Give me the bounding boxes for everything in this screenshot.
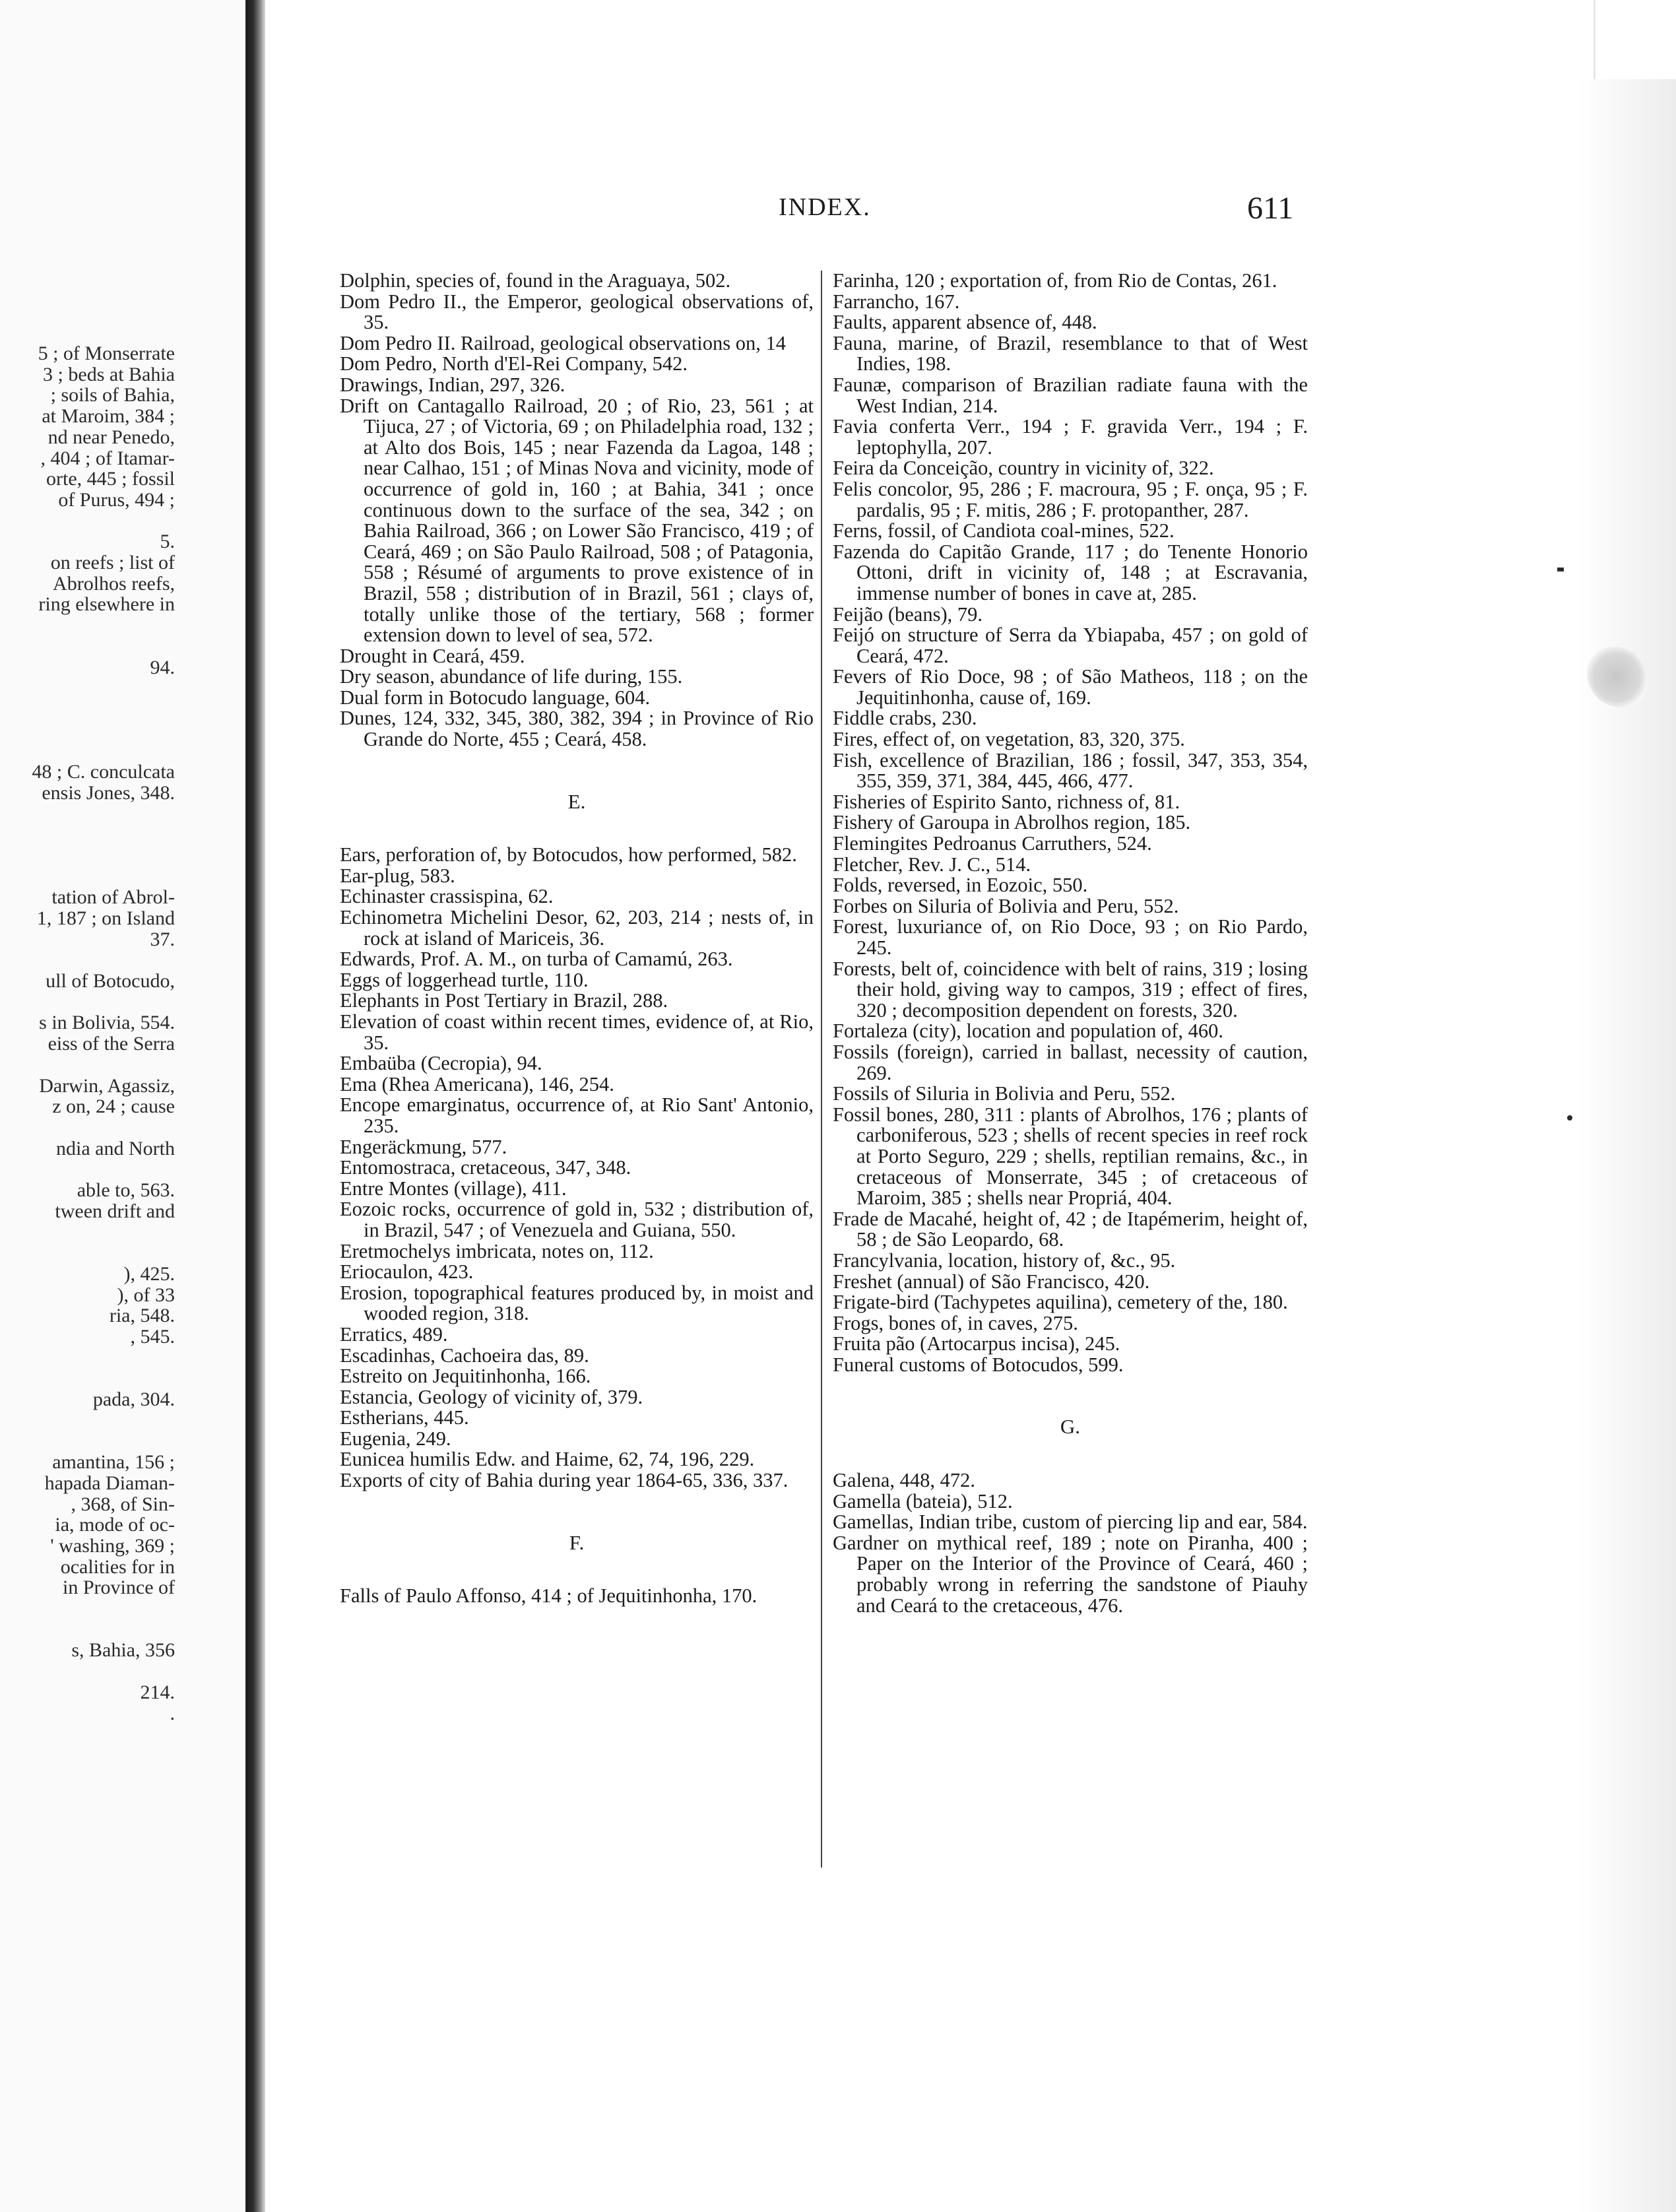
index-entry: Eunicea humilis Edw. and Haime, 62, 74, 196, 229.	[340, 1448, 755, 1471]
section-letter-e: E.	[567, 789, 586, 813]
left-page-fragment: of Purus, 494 ;	[58, 488, 175, 511]
index-entry: Faunæ, comparison of Brazilian radiate fauna with the West Indian, 214.	[833, 373, 1308, 417]
index-entry: Farrancho, 167.	[833, 290, 960, 313]
index-entry: Estherians, 445.	[340, 1406, 469, 1429]
index-entry: Dry season, abundance of life during, 155.	[340, 665, 683, 688]
page-header: INDEX.	[779, 193, 871, 221]
index-entry: Farinha, 120 ; exportation of, from Rio de Contas, 261.	[833, 269, 1277, 292]
left-page-fragment: hapada Diaman-	[44, 1472, 175, 1494]
index-entry: Fevers of Rio Doce, 98 ; of São Matheos, 118 ; on the Jequitinhonha, cause of, 169.	[833, 665, 1308, 709]
index-entry: Flemingites Pedroanus Carruthers, 524.	[833, 832, 1152, 855]
index-entry: Frogs, bones of, in caves, 275.	[833, 1311, 1078, 1334]
index-entry: Edwards, Prof. A. M., on turba of Camamú, 263.	[340, 948, 733, 971]
left-page-fragment: 5 ; of Monserrate	[38, 342, 175, 364]
index-entry: Dual form in Botocudo language, 604.	[340, 686, 651, 709]
index-entry: Eugenia, 249.	[340, 1427, 451, 1450]
index-entry: Gardner on mythical reef, 189 ; note on Piranha, 400 ; Paper on the Interior of the Province of Ceará, 460 ; probably wrong in referring the sandstone of Piauhy and Ceará to the cretaceous, 476.	[833, 1531, 1308, 1617]
index-entry: Fisheries of Espirito Santo, richness of, 81.	[833, 790, 1180, 813]
left-page-fragment: , 368, of Sin-	[71, 1493, 175, 1515]
index-entry: Funeral customs of Botocudos, 599.	[833, 1353, 1124, 1376]
index-entry: Fruita pão (Artocarpus incisa), 245.	[833, 1332, 1120, 1355]
index-column-right	[833, 271, 1308, 1616]
left-page-fragment: ndia and North	[56, 1137, 175, 1159]
index-entry: Elephants in Post Tertiary in Brazil, 288.	[340, 989, 668, 1012]
index-entry: Francylvania, location, history of, &c., 95.	[833, 1249, 1176, 1272]
index-entry: Fossils (foreign), carried in ballast, necessity of caution, 269.	[833, 1040, 1308, 1084]
index-entry: Dolphin, species of, found in the Araguaya, 502.	[340, 269, 731, 292]
left-page-fragment: , 404 ; of Itamar-	[40, 447, 175, 469]
index-entry: Gamellas, Indian tribe, custom of piercing lip and ear, 584.	[833, 1511, 1308, 1534]
index-entry: Favia conferta Verr., 194 ; F. gravida Verr., 194 ; F. leptophylla, 207.	[833, 415, 1308, 459]
left-page-fragment: ; soils of Bahia,	[50, 384, 175, 407]
index-entry: Feijão (beans), 79.	[833, 602, 983, 626]
left-page-fragment: Abrolhos reefs,	[53, 572, 175, 595]
section-letter-g: G.	[1060, 1415, 1081, 1439]
index-entry: Forests, belt of, coincidence with belt of rains, 319 ; losing their hold, giving way to campos, 319 ; effect of fires, 320 ; decomposition dependent on forests, 320.	[833, 957, 1308, 1022]
index-entry: Ema (Rhea Americana), 146, 254.	[340, 1072, 614, 1095]
entries-f	[833, 271, 1308, 1375]
left-page-fragment: 3 ; beds at Bahia	[43, 363, 175, 385]
index-entry: Echinometra Michelini Desor, 62, 203, 214 ; nests of, in rock at island of Mariceis, 36.	[340, 906, 814, 950]
left-page-fragment: z on, 24 ; cause	[52, 1095, 175, 1118]
index-entry: Drift on Cantagallo Railroad, 20 ; of Rio, 23, 561 ; at Tijuca, 27 ; of Victoria, 69 ; on Philadelphia road, 132 ; at Alto dos Bois, 145 ; near Fazenda da Lagoa, 148 ; near Calhao, 151 ; of Minas Nova and vicinity, mode of occurrence of gold in, 160 ; at Bahia, 341 ; once continuous down to the surface of the sea, 342 ; on Bahia Railroad, 366 ; on Lower São Francisco, 419 ; of Ceará, 469 ; on São Paulo Railroad, 508 ; of Patagonia, 558 ; Résumé of arguments to prove existence of in Brazil, 558 ; distribution of in Brazil, 561 ; clays of, totally unlike those of the tertiary, 568 ; former extension down to level of sea, 572.	[340, 394, 814, 647]
index-entry: Falls of Paulo Affonso, 414 ; of Jequitinhonha, 170.	[340, 1584, 757, 1608]
index-entry: Escadinhas, Cachoeira das, 89.	[340, 1344, 589, 1367]
index-entry: Dom Pedro II., the Emperor, geological observations of, 35.	[340, 290, 814, 334]
book-gutter	[245, 0, 265, 2212]
left-page-fragment: ), of 33	[117, 1284, 175, 1306]
index-entry: Ear-plug, 583.	[340, 864, 455, 887]
left-page-fragment: 5.	[160, 531, 175, 553]
index-entry: Frade de Macahé, height of, 42 ; de Itapémerim, height of, 58 ; de São Leopardo, 68.	[833, 1207, 1308, 1251]
index-entry: Freshet (annual) of São Francisco, 420.	[833, 1270, 1150, 1293]
left-page-fragment: ria, 548.	[109, 1305, 175, 1327]
index-entry: Embaüba (Cecropia), 94.	[340, 1052, 542, 1075]
left-page-fragment: 214.	[140, 1681, 175, 1703]
index-entry: Estancia, Geology of vicinity of, 379.	[340, 1385, 643, 1408]
left-page-fragment: 37.	[150, 928, 175, 950]
index-entry: Fortaleza (city), location and population of, 460.	[833, 1020, 1224, 1043]
index-entry: Drought in Ceará, 459.	[340, 644, 525, 667]
left-page-fragment: tween drift and	[55, 1200, 175, 1222]
index-entry: Fish, excellence of Brazilian, 186 ; fossil, 347, 353, 354, 355, 359, 371, 384, 445, 466, 477.	[833, 748, 1308, 793]
index-entry: Fossils of Siluria in Bolivia and Peru, 552.	[833, 1082, 1176, 1105]
index-entry: Dunes, 124, 332, 345, 380, 382, 394 ; in Province of Rio Grande do Norte, 455 ; Ceará, 458.	[340, 707, 814, 751]
index-entry: Feijó on structure of Serra da Ybiapaba, 457 ; on gold of Ceará, 472.	[833, 624, 1308, 667]
index-entry: Fletcher, Rev. J. C., 514.	[833, 853, 1031, 876]
left-page-fragment: ia, mode of oc-	[55, 1514, 175, 1536]
left-page-fragment: eiss of the Serra	[48, 1033, 175, 1055]
index-entry: Echinaster crassispina, 62.	[340, 885, 554, 908]
left-page-fragment: ), 425.	[123, 1262, 175, 1285]
left-page-fragment: ensis Jones, 348.	[42, 781, 175, 804]
left-page-fragment: ocalities for in	[60, 1555, 175, 1578]
index-column-left	[340, 271, 814, 1607]
index-entry: Fires, effect of, on vegetation, 83, 320, 375.	[833, 728, 1185, 751]
index-entry: Faults, apparent absence of, 448.	[833, 311, 1097, 334]
left-page-fragment: nd near Penedo,	[48, 426, 175, 448]
left-page-fragment: Darwin, Agassiz,	[39, 1074, 175, 1097]
index-entry: Folds, reversed, in Eozoic, 550.	[833, 874, 1088, 897]
index-entry: Engeräckmung, 577.	[340, 1135, 507, 1158]
index-entry: Fishery of Garoupa in Abrolhos region, 185.	[833, 811, 1191, 834]
index-entry: Erosion, topographical features produced by, in moist and wooded region, 318.	[340, 1281, 814, 1325]
left-page-edge	[0, 0, 245, 2212]
index-entry: Entre Montes (village), 411.	[340, 1177, 567, 1200]
index-entry: Erratics, 489.	[340, 1322, 448, 1346]
index-entry: Forest, luxuriance of, on Rio Doce, 93 ; on Rio Pardo, 245.	[833, 915, 1308, 959]
left-page-fragment: 48 ; C. conculcata	[32, 761, 175, 783]
page-number: 611	[1247, 191, 1294, 226]
left-page-fragment: s in Bolivia, 554.	[39, 1012, 175, 1034]
entries-f-start	[340, 1586, 814, 1607]
index-entry: Feira da Conceição, country in vicinity of, 322.	[833, 457, 1214, 480]
index-entry: Eretmochelys imbricata, notes on, 112.	[340, 1239, 654, 1262]
index-entry: Elevation of coast within recent times, evidence of, at Rio, 35.	[340, 1010, 814, 1054]
index-entry: Exports of city of Bahia during year 1864-65, 336, 337.	[340, 1469, 789, 1492]
speck	[1557, 568, 1564, 571]
index-entry: Gamella (bateia), 512.	[833, 1489, 1013, 1513]
entries-d	[340, 271, 814, 750]
left-page-fragment: ring elsewhere in	[38, 593, 175, 616]
left-page-fragment: ull of Botocudo,	[46, 970, 175, 992]
left-page-fragment: able to, 563.	[77, 1179, 175, 1201]
left-page-fragment: amantina, 156 ;	[52, 1451, 175, 1474]
left-page-fragment: , 545.	[130, 1325, 175, 1348]
left-page-fragment: at Maroim, 384 ;	[42, 405, 175, 428]
index-entry: Eriocaulon, 423.	[340, 1260, 474, 1284]
index-entry: Entomostraca, cretaceous, 347, 348.	[340, 1156, 631, 1179]
index-entry: Fiddle crabs, 230.	[833, 707, 977, 730]
left-page-fragment: in Province of	[63, 1577, 175, 1599]
index-entry: Dom Pedro II. Railroad, geological observations on, 14	[340, 331, 786, 354]
entries-g	[833, 1470, 1308, 1616]
index-entry: Frigate-bird (Tachypetes aquilina), cemetery of the, 180.	[833, 1291, 1288, 1314]
left-page-fragment: on reefs ; list of	[50, 552, 175, 573]
left-page-fragment: .	[170, 1702, 175, 1724]
index-entry: Ferns, fossil, of Candiota coal-mines, 522.	[833, 519, 1175, 542]
index-entry: Fazenda do Capitão Grande, 117 ; do Tenente Honorio Ottoni, drift in vicinity of, 148 ; at Escravania, immense number of bones in cave at, 285.	[833, 540, 1308, 604]
index-entry: Fauna, marine, of Brazil, resemblance to that of West Indies, 198.	[833, 331, 1308, 375]
speck	[1567, 1115, 1572, 1121]
left-page-fragment: 1, 187 ; on Island	[36, 907, 175, 929]
index-entry: Drawings, Indian, 297, 326.	[340, 373, 565, 396]
left-page-fragment: pada, 304.	[92, 1388, 175, 1410]
index-entry: Galena, 448, 472.	[833, 1469, 975, 1492]
index-entry: Estreito on Jequitinhonha, 166.	[340, 1365, 591, 1388]
index-entry: Ears, perforation of, by Botocudos, how performed, 582.	[340, 843, 797, 866]
left-page-fragment: tation of Abrol-	[51, 886, 175, 909]
index-entry: Eozoic rocks, occurrence of gold in, 532 ; distribution of, in Brazil, 547 ; of Venezuela and Guiana, 550.	[340, 1198, 814, 1241]
index-entry: Eggs of loggerhead turtle, 110.	[340, 968, 589, 991]
left-page-fragment: s, Bahia, 356	[71, 1639, 175, 1662]
right-margin-shade	[1577, 79, 1676, 2212]
column-divider	[821, 271, 822, 1868]
left-page-fragment: ' washing, 369 ;	[50, 1534, 175, 1557]
index-entry: Fossil bones, 280, 311 : plants of Abrolhos, 176 ; plants of carboniferous, 523 ; shells of recent species in reef rock at Porto Seguro, 229 ; shells, reptilian remains, &c., in cretaceous of Monserrate, 345 ; of cretaceous of Maroim, 385 ; shells near Propriá, 404.	[833, 1103, 1308, 1210]
index-entry: Felis concolor, 95, 286 ; F. macroura, 95 ; F. onça, 95 ; F. pardalis, 95 ; F. mitis, 286 ; F. protopanther, 287.	[833, 477, 1308, 521]
section-letter-f: F.	[569, 1530, 585, 1554]
index-entry: Dom Pedro, North d'El-Rei Company, 542.	[340, 352, 688, 375]
index-entry: Forbes on Siluria of Bolivia and Peru, 552.	[833, 894, 1179, 917]
index-entry: Encope emarginatus, occurrence of, at Rio Sant' Antonio, 235.	[340, 1093, 814, 1137]
entries-e	[340, 845, 814, 1491]
left-page-fragment: orte, 445 ; fossil	[46, 468, 175, 490]
left-page-fragment: 94.	[150, 656, 175, 678]
